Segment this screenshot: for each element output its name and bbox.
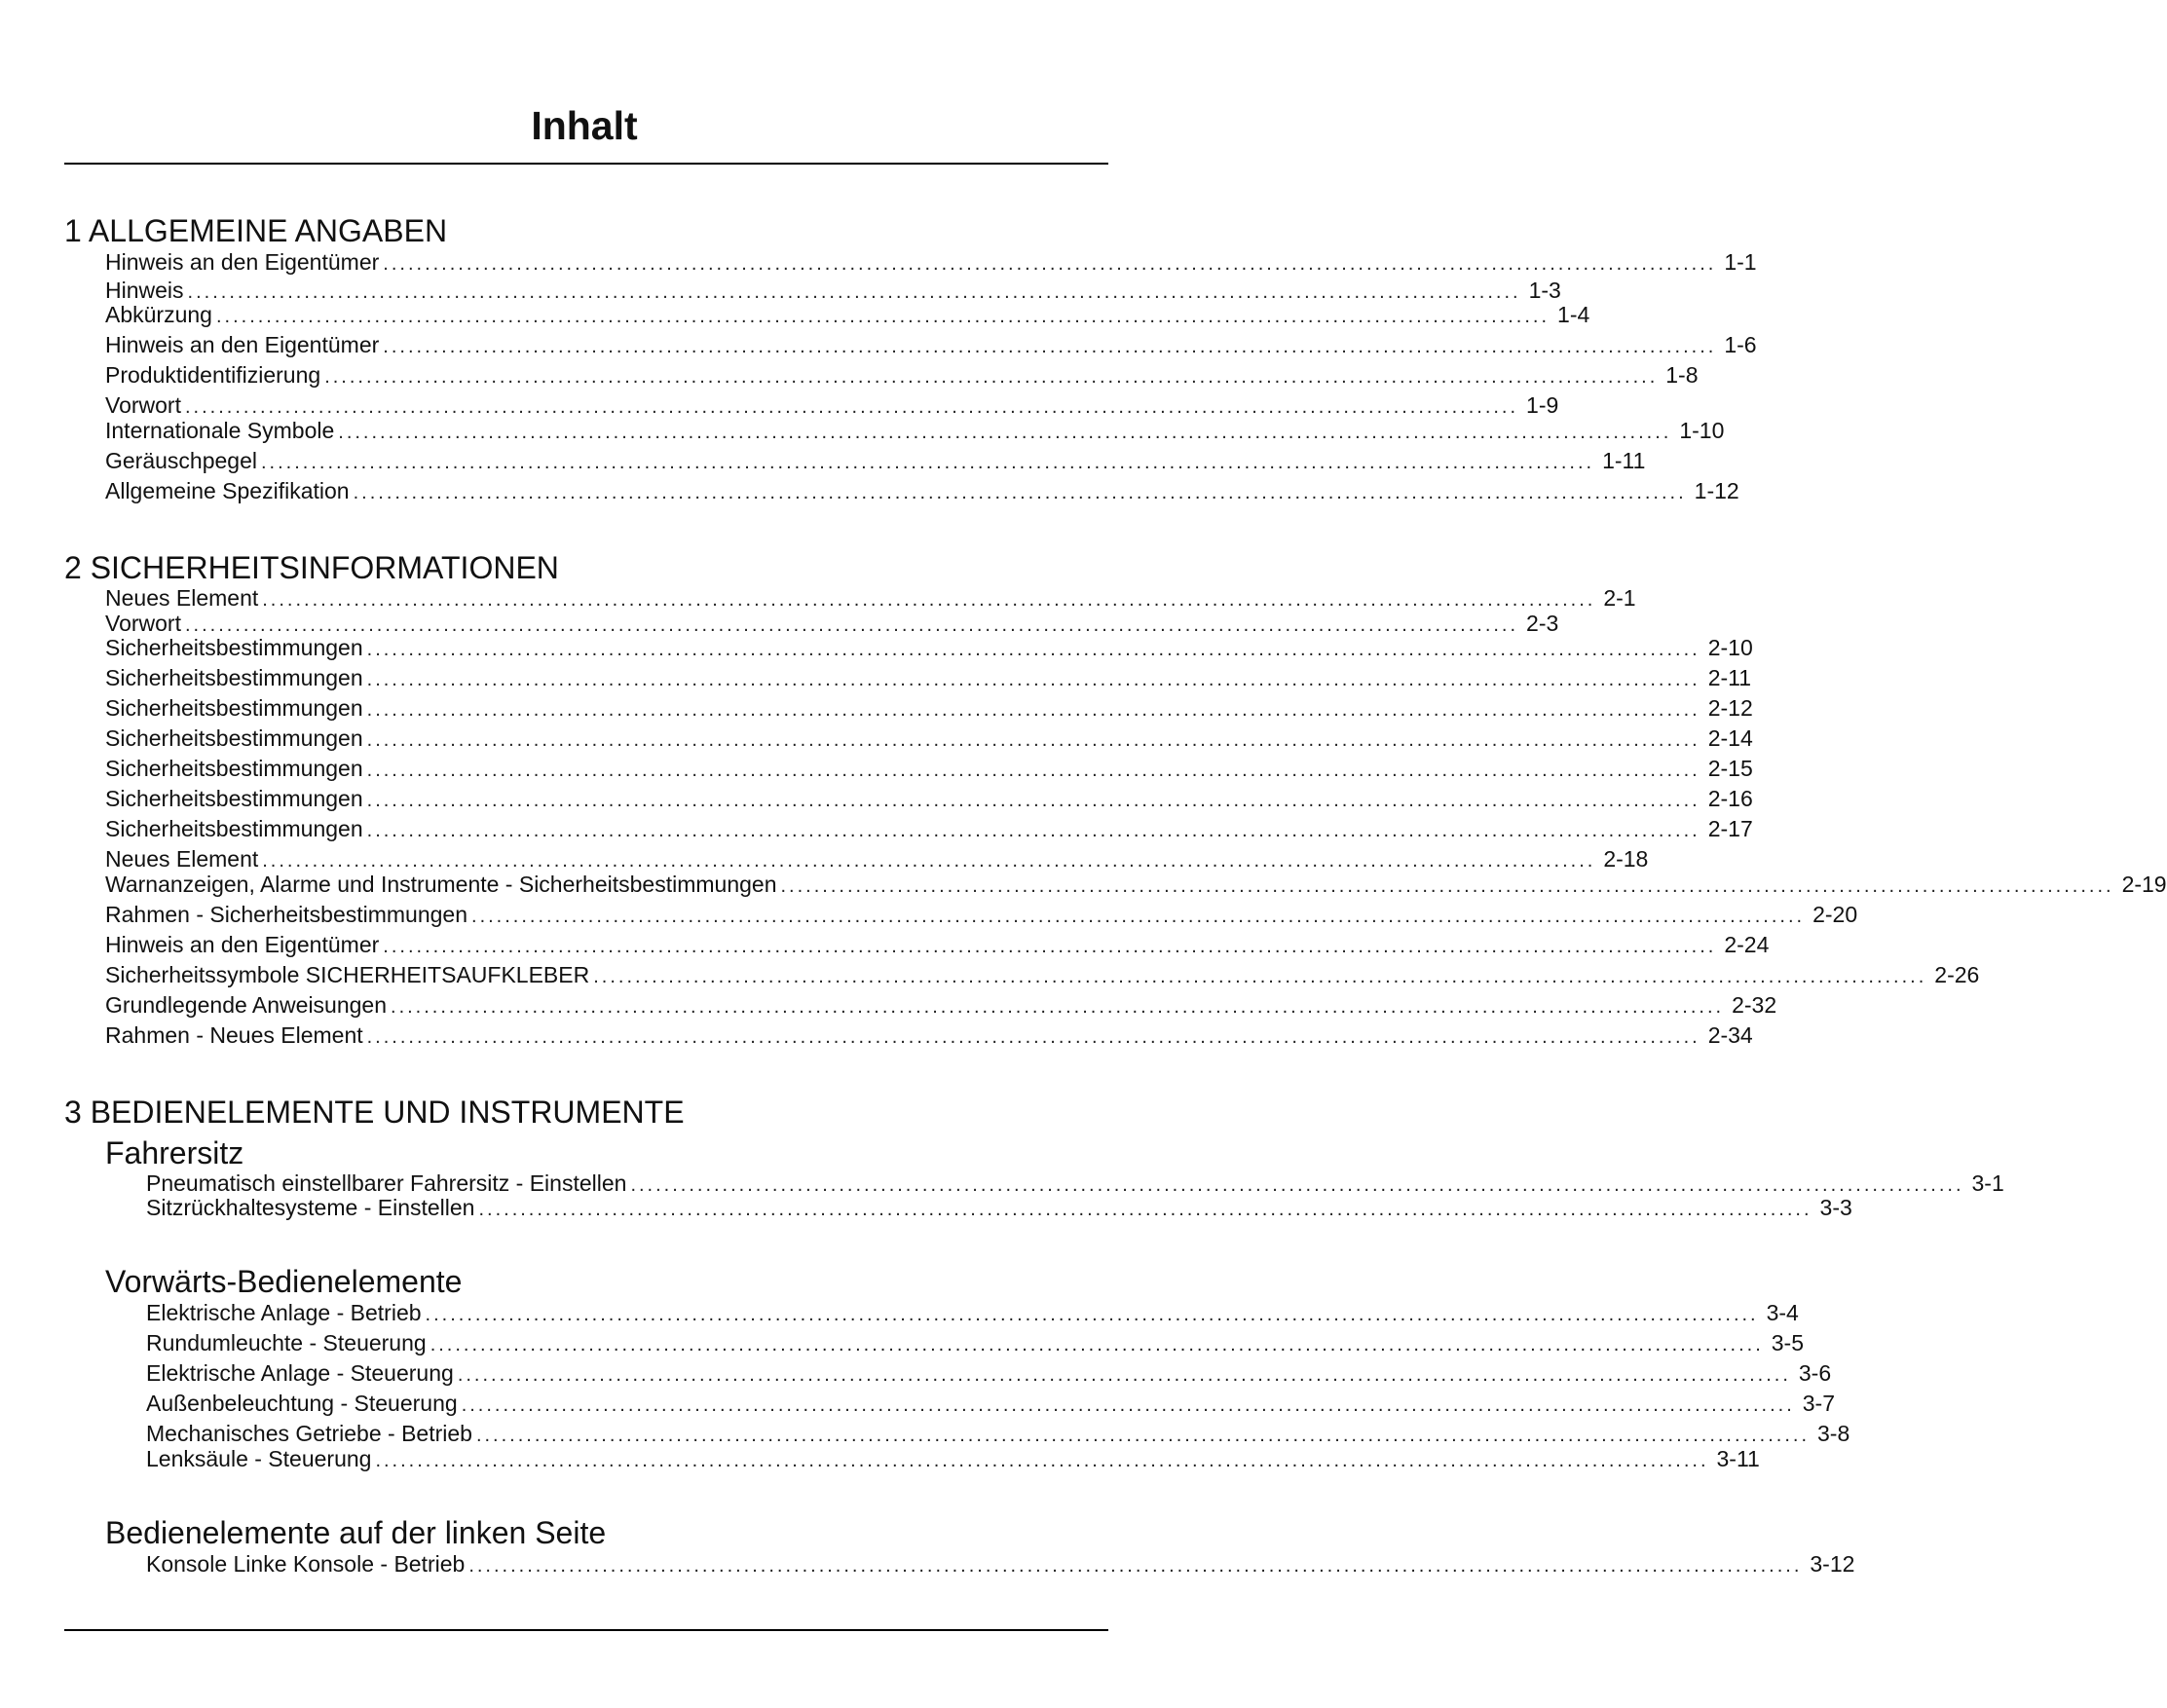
dot-leader: ................................................................................................................................................................ xyxy=(366,790,1700,811)
dot-leader: ................................................................................................................................................................ xyxy=(478,1199,1812,1220)
footer-divider xyxy=(64,1629,1108,1631)
dot-leader: ................................................................................................................................................................ xyxy=(461,1394,1795,1416)
toc-entry[interactable]: Allgemeine Spezifikation ................................................................................................................................................................ 1-12 xyxy=(105,477,1108,506)
toc-entry[interactable]: Mechanisches Getriebe - Betrieb ................................................................................................................................................................ 3-8 xyxy=(146,1420,1108,1449)
dot-leader: ................................................................................................................................................................ xyxy=(430,1334,1764,1355)
toc-entry[interactable]: Sicherheitsbestimmungen ................................................................................................................................................................ 2-14 xyxy=(105,724,1108,754)
toc-entry[interactable]: Konsole Linke Konsole - Betrieb ................................................................................................................................................................ 3-12 xyxy=(146,1550,1108,1579)
page-title: Inhalt xyxy=(531,103,638,148)
chapter-heading: 1 ALLGEMEINE ANGABEN xyxy=(64,213,448,248)
section-heading: Bedienelemente auf der linken Seite xyxy=(105,1515,607,1550)
toc-entry[interactable]: Pneumatisch einstellbarer Fahrersitz - Einstellen ................................................................................................................................................................ 3-1 xyxy=(146,1170,1108,1199)
toc-entry[interactable]: Neues Element ................................................................................................................................................................ 2-1 xyxy=(105,584,1108,613)
dot-leader: ................................................................................................................................................................ xyxy=(324,366,1659,388)
toc-entry[interactable]: Rahmen - Neues Element ................................................................................................................................................................ 2-34 xyxy=(105,1021,1108,1051)
dot-leader: ................................................................................................................................................................ xyxy=(366,1026,1700,1048)
toc-entry[interactable]: Elektrische Anlage - Betrieb ................................................................................................................................................................ 3-4 xyxy=(146,1299,1108,1328)
toc-entry[interactable]: Neues Element ................................................................................................................................................................ 2-18 xyxy=(105,845,1108,874)
section-heading: Vorwärts-Bedienelemente xyxy=(105,1264,463,1299)
dot-leader: ................................................................................................................................................................ xyxy=(475,1425,1810,1446)
toc-entry[interactable]: Warnanzeigen, Alarme und Instrumente - Sicherheitsbestimmungen ................................................................................................................................................................ 2-19 xyxy=(105,871,1108,900)
section-heading: Fahrersitz xyxy=(105,1135,244,1170)
toc-entry[interactable]: Rahmen - Sicherheitsbestimmungen ................................................................................................................................................................ 2-20 xyxy=(105,901,1108,930)
toc-entry[interactable]: Produktidentifizierung ................................................................................................................................................................ 1-8 xyxy=(105,361,1108,390)
dot-leader: ................................................................................................................................................................ xyxy=(366,639,1700,660)
toc-entry[interactable]: Hinweis an den Eigentümer ................................................................................................................................................................ 1-1 xyxy=(105,248,1108,278)
toc-entry[interactable]: Geräuschpegel ................................................................................................................................................................ 1-11 xyxy=(105,447,1108,476)
toc-entry[interactable]: Sicherheitsbestimmungen ................................................................................................................................................................ 2-11 xyxy=(105,664,1108,693)
toc-entry[interactable]: Vorwort ................................................................................................................................................................ 2-3 xyxy=(105,610,1108,639)
chapter-heading: 2 SICHERHEITSINFORMATIONEN xyxy=(64,550,559,585)
dot-leader: ................................................................................................................................................................ xyxy=(780,875,2114,897)
toc-entry[interactable]: Sicherheitsbestimmungen ................................................................................................................................................................ 2-17 xyxy=(105,815,1108,844)
dot-leader: ................................................................................................................................................................ xyxy=(391,996,1725,1018)
dot-leader: ................................................................................................................................................................ xyxy=(366,760,1700,781)
dot-leader: ................................................................................................................................................................ xyxy=(468,1555,1803,1577)
toc-entry[interactable]: Sitzrückhaltesysteme - Einstellen ................................................................................................................................................................ 3-3 xyxy=(146,1194,1108,1223)
dot-leader: ................................................................................................................................................................ xyxy=(353,482,1687,503)
dot-leader: ................................................................................................................................................................ xyxy=(184,396,1519,418)
dot-leader: ................................................................................................................................................................ xyxy=(215,306,1551,327)
dot-leader: ................................................................................................................................................................ xyxy=(262,589,1596,611)
toc-entry[interactable]: Vorwort ................................................................................................................................................................ 1-9 xyxy=(105,391,1108,421)
toc-entry[interactable]: Hinweis ................................................................................................................................................................ 1-3 xyxy=(105,277,1108,306)
dot-leader: ................................................................................................................................................................ xyxy=(366,729,1700,751)
dot-leader: ................................................................................................................................................................ xyxy=(383,336,1717,357)
toc-entry[interactable]: Sicherheitsbestimmungen ................................................................................................................................................................ 2-10 xyxy=(105,634,1108,663)
dot-leader: ................................................................................................................................................................ xyxy=(375,1450,1709,1471)
toc-entry[interactable]: Außenbeleuchtung - Steuerung ................................................................................................................................................................ 3-7 xyxy=(146,1390,1108,1419)
dot-leader: ................................................................................................................................................................ xyxy=(261,452,1595,473)
dot-leader: ................................................................................................................................................................ xyxy=(457,1364,1791,1386)
dot-leader: ................................................................................................................................................................ xyxy=(383,936,1717,957)
dot-leader: ................................................................................................................................................................ xyxy=(471,906,1806,927)
toc-entry[interactable]: Sicherheitssymbole SICHERHEITSAUFKLEBER ................................................................................................................................................................ 2-26 xyxy=(105,961,1108,990)
chapter-heading: 3 BEDIENELEMENTE UND INSTRUMENTE xyxy=(64,1095,685,1130)
dot-leader: ................................................................................................................................................................ xyxy=(425,1304,1759,1325)
dot-leader: ................................................................................................................................................................ xyxy=(338,422,1672,443)
dot-leader: ................................................................................................................................................................ xyxy=(383,253,1717,275)
dot-leader: ................................................................................................................................................................ xyxy=(262,850,1596,872)
dot-leader: ................................................................................................................................................................ xyxy=(366,669,1700,690)
header-divider xyxy=(64,163,1108,165)
toc-entry[interactable]: Rundumleuchte - Steuerung ................................................................................................................................................................ 3-5 xyxy=(146,1329,1108,1358)
dot-leader: ................................................................................................................................................................ xyxy=(366,699,1700,721)
dot-leader: ................................................................................................................................................................ xyxy=(630,1174,1964,1196)
toc-entry[interactable]: Hinweis an den Eigentümer ................................................................................................................................................................ 1-6 xyxy=(105,331,1108,360)
toc-entry[interactable]: Lenksäule - Steuerung ................................................................................................................................................................ 3-11 xyxy=(146,1445,1108,1474)
toc-entry[interactable]: Abkürzung ................................................................................................................................................................ 1-4 xyxy=(105,301,1108,330)
toc-entry[interactable]: Grundlegende Anweisungen ................................................................................................................................................................ 2-32 xyxy=(105,991,1108,1021)
toc-entry[interactable]: Sicherheitsbestimmungen ................................................................................................................................................................ 2-12 xyxy=(105,694,1108,724)
toc-entry[interactable]: Internationale Symbole ................................................................................................................................................................ 1-10 xyxy=(105,417,1108,446)
toc-entry[interactable]: Sicherheitsbestimmungen ................................................................................................................................................................ 2-16 xyxy=(105,785,1108,814)
dot-leader: ................................................................................................................................................................ xyxy=(593,966,1927,987)
toc-entry[interactable]: Hinweis an den Eigentümer ................................................................................................................................................................ 2-24 xyxy=(105,931,1108,960)
dot-leader: ................................................................................................................................................................ xyxy=(187,281,1521,303)
toc-entry[interactable]: Sicherheitsbestimmungen ................................................................................................................................................................ 2-15 xyxy=(105,755,1108,784)
dot-leader: ................................................................................................................................................................ xyxy=(184,614,1519,636)
dot-leader: ................................................................................................................................................................ xyxy=(366,820,1700,841)
toc-entry[interactable]: Elektrische Anlage - Steuerung ................................................................................................................................................................ 3-6 xyxy=(146,1359,1108,1389)
